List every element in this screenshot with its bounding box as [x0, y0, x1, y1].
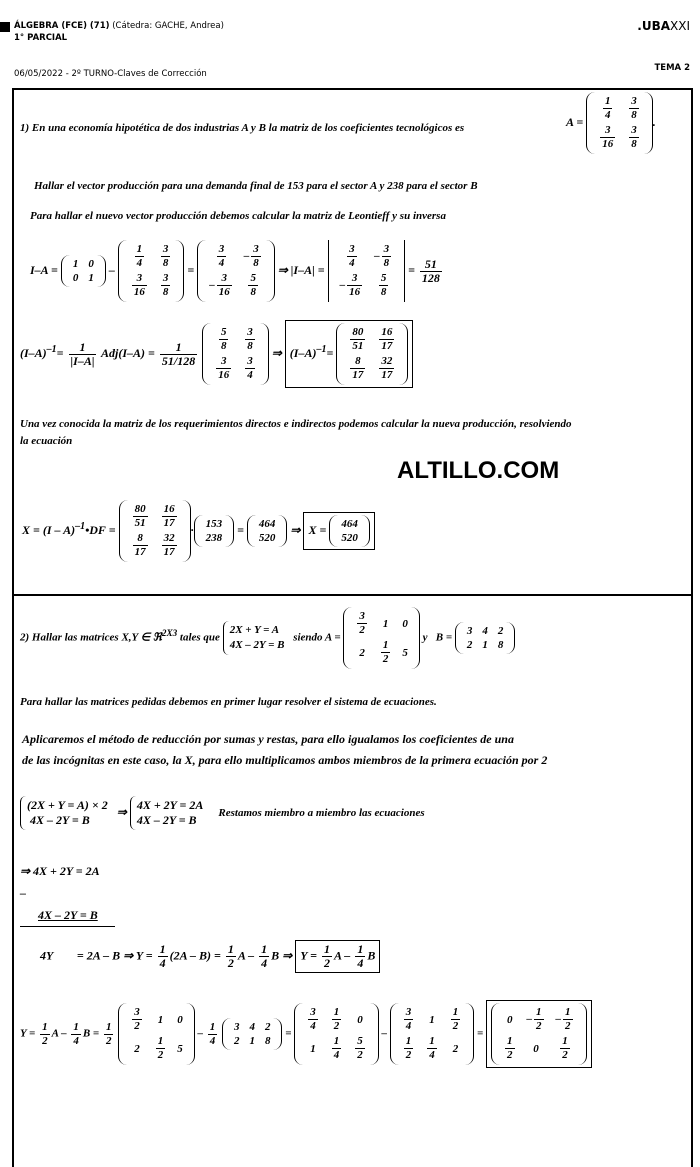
altillo-watermark: ALTILLO.COM [397, 457, 560, 484]
p2-method-2: de las incógnitas en este caso, la X, para ello multiplicamos ambos miembros de la primera ecuación por 2 [22, 753, 548, 767]
p2-sum-line [20, 926, 115, 927]
p1-X-result: X = (I – A)$^{-1}$•DF = $\frac{80}{51}$ $\frac{16}{17}$ $\frac{8}{17}$ $\frac{32}{17}$ · 153 238 = 464 520 ⇒ X = 464 520 [22, 500, 375, 562]
exam-title: 1° PARCIAL [14, 33, 68, 43]
p2-step-1: ⇒ 4X + 2Y = 2A [20, 864, 100, 878]
tema-label: TEMA 2 [654, 63, 690, 73]
p1-leontief: Para hallar el nuevo vector producción debemos calcular la matriz de Leontieff y su inversa [30, 210, 446, 222]
p1-I-minus-A: I–A = 1 0 0 1 – $\frac{1}{4}$ $\frac{3}{8}$ $\frac{3}{16}$ $\frac{3}{8}$ = $\frac{3}{4}$ – $\frac{3}{8}$ – $\frac{3}{16}$ $\frac{5}{8}$ ⇒ |I–A| = $\frac{3}{4}$ – $\frac{3}{8}$ – $\frac{3}{16}$ $\frac{5}{8}$ = $\frac{51}{128}$ [30, 240, 444, 302]
p2-method-1: Aplicaremos el método de reducción por sumas y restas, para ello igualamos los coeficientes de una [22, 732, 514, 746]
p1-statement: 1) En una economía hipotética de dos industrias A y B la matriz de los coeficientes tecnológicos es [20, 122, 465, 134]
p2-Y-derivation: 4Y = 2A – B ⇒ Y = $\frac{1}{4}$ (2A – B) = $\frac{1}{2}$ A – $\frac{1}{4}$ B ⇒ Y = $\frac{1}{2}$ A – $\frac{1}{4}$ B [40, 940, 380, 973]
p1-matrix-A: A = $\frac{1}{4}$ $\frac{3}{8}$ $\frac{3}{16}$ $\frac{3}{8}$ . [566, 92, 656, 154]
p2-solve: Para hallar las matrices pedidas debemos en primer lugar resolver el sistema de ecuaciones. [20, 696, 437, 708]
p2-Y-result: Y = $\frac{1}{2}$ A – $\frac{1}{4}$ B = $\frac{1}{2}$ $\frac{3}{2}$ 1 0 2 $\frac{1}{2}$ 5 – $\frac{1}{4}$ 3 4 2 2 1 8 = $\frac{3}{4}$ $\frac{1}{2}$ 0 1 $\frac{1}{4}$ $\frac{5}{2}$ – $\frac{3}{4}$ 1 $\frac{1}{2}$ $\frac{1}{2}$ $\frac{1}{4}$ 2 = 0 – $\frac{1}{2}$ – $\frac{1}{2}$ $\frac{1}{2}$ 0 $\frac{1}{2}$ [20, 1000, 592, 1068]
uba-logo: .UBAXXI [637, 19, 690, 33]
problem-2-box [12, 594, 693, 1167]
p1-explain-1: Una vez conocida la matriz de los requerimientos directos e indirectos podemos calcular la nueva producción, resolviendo [20, 418, 572, 430]
header-square-icon [0, 22, 10, 32]
course-title: ÁLGEBRA (FCE) (71) (Cátedra: GACHE, Andrea) [14, 21, 224, 31]
p2-restamos: Restamos miembro a miembro las ecuaciones [218, 806, 425, 819]
p2-minus-sign: – [20, 886, 26, 900]
p2-system: (2X + Y = A) × 2 4X – 2Y = B ⇒ 4X + 2Y = 2A 4X – 2Y = B Restamos miembro a miembro las ecuaciones [20, 796, 425, 830]
p1-inverse: $(I-A)^{-1}=$ $\frac{1}{|I-A|}$ Adj(I–A) = $\frac{1}{51/128}$ $\frac{5}{8}$ $\frac{3}{8}$ $\frac{3}{16}$ $\frac{3}{4}$ ⇒ $(I-A)^{-1}=$ $\frac{80}{51}$ $\frac{16}{17}$ $\frac{8}{17}$ $\frac{32}{17}$ [20, 320, 413, 388]
p2-statement: 2) Hallar las matrices X,Y ∈ ℜ$^{2X3}$ tales que 2X + Y = A 4X – 2Y = B siendo A = $\frac{3}{2}$ 1 0 2 $\frac{1}{2}$ 5 y B = 3 4 2 2 1 8 [20, 607, 515, 669]
p2-step-2: 4X – 2Y = B [38, 908, 98, 922]
p1-explain-2: la ecuación [20, 435, 73, 447]
p1-task: Hallar el vector producción para una demanda final de 153 para el sector A y 238 para el sector B [34, 180, 478, 192]
date-line: 06/05/2022 - 2º TURNO-Claves de Corrección [14, 69, 207, 79]
